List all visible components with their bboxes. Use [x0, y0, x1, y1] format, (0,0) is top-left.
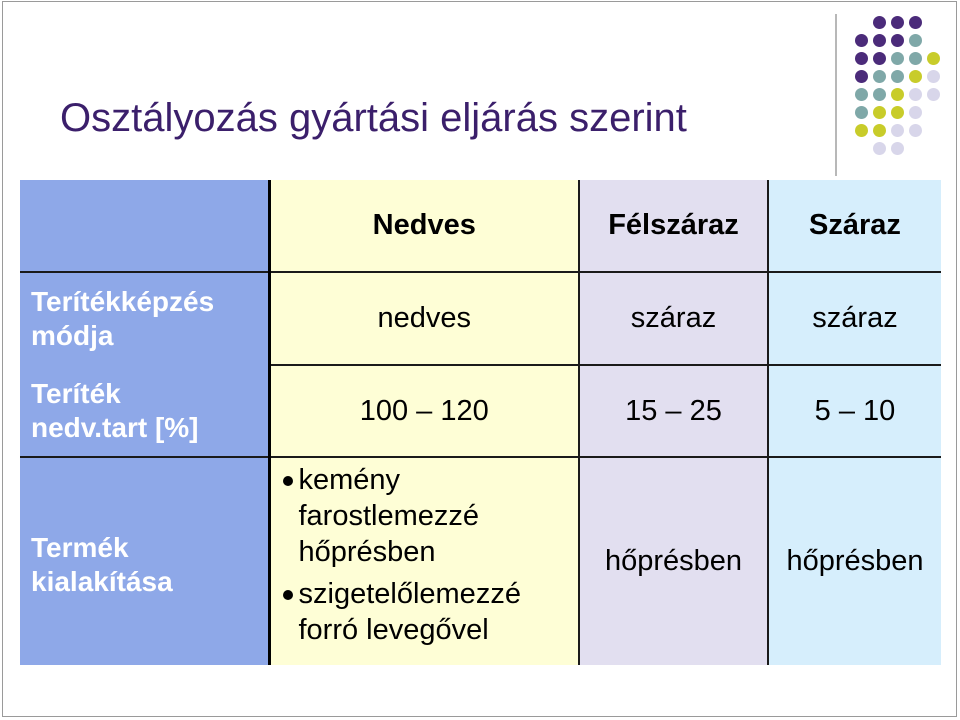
- header-corner-cell: [20, 180, 269, 272]
- bullet-line: kemény: [298, 464, 401, 496]
- cell-felszaraz-nedvesseg: 15 – 25: [579, 365, 768, 457]
- cell-nedves-nedvesseg: 100 – 120: [269, 365, 579, 457]
- header-nedves: Nedves: [269, 180, 579, 272]
- list-item: [283, 462, 579, 570]
- table-header-row: [20, 180, 941, 272]
- bullet-line: szigetelőlemezzé: [298, 578, 521, 610]
- slide-title: Osztályozás gyártási eljárás szerint: [60, 96, 687, 140]
- bullet-line: hőprésben: [298, 536, 436, 568]
- bullet-line: forró levegővel: [298, 614, 489, 646]
- header-felszaraz: Félszáraz: [579, 180, 768, 272]
- table-row: [20, 272, 941, 365]
- table-row: [20, 365, 941, 457]
- row-label-termek: Termék kialakítása: [20, 457, 269, 665]
- cell-szaraz-teritekkepzes: száraz: [768, 272, 941, 365]
- cell-nedves-teritekkepzes: nedves: [269, 272, 579, 365]
- row-label-nedvesseg: Teríték nedv.tart [%]: [20, 365, 269, 457]
- termek-bullet-list: [271, 458, 579, 648]
- header-szaraz: Száraz: [768, 180, 941, 272]
- classification-table: [20, 180, 941, 665]
- cell-nedves-termek: [269, 457, 579, 665]
- cell-szaraz-termek: hőprésben: [768, 457, 941, 665]
- row-label-teritekkepzes: Terítékképzés módja: [20, 272, 269, 365]
- cell-szaraz-nedvesseg: 5 – 10: [768, 365, 941, 457]
- cell-felszaraz-termek: hőprésben: [579, 457, 768, 665]
- table-row: [20, 457, 941, 665]
- bullet-line: farostlemezzé: [298, 500, 480, 532]
- list-item: [283, 576, 579, 648]
- decorative-divider-line: [835, 14, 837, 176]
- cell-felszaraz-teritekkepzes: száraz: [579, 272, 768, 365]
